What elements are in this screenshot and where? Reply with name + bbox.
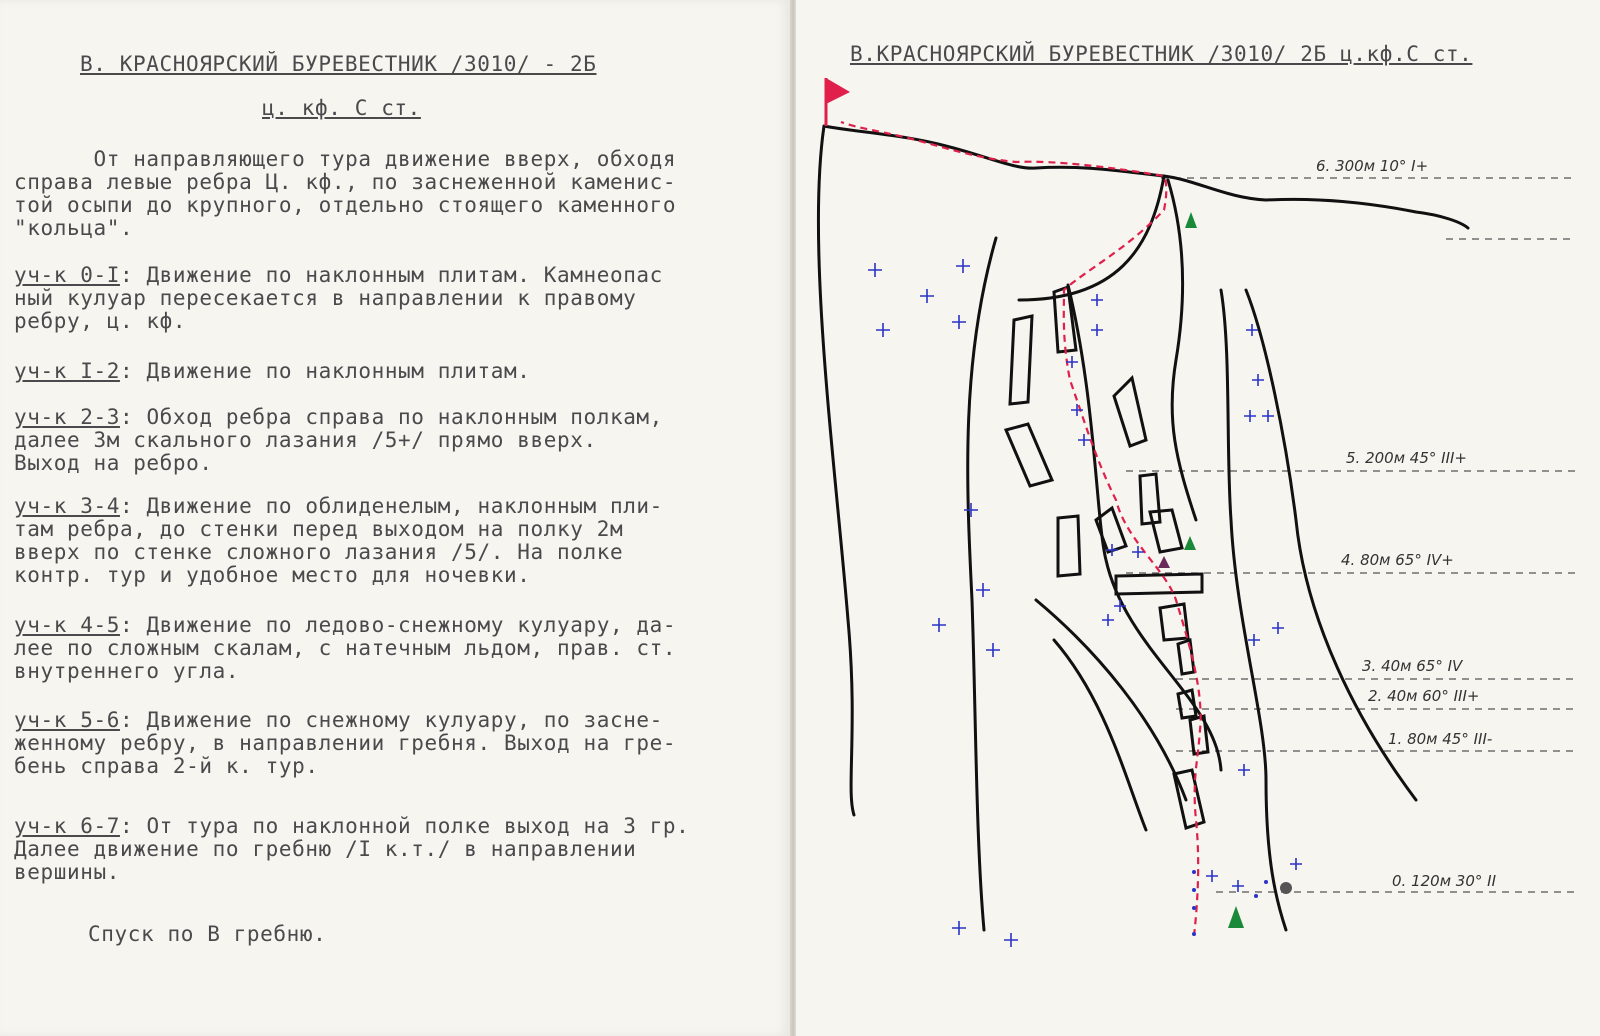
- summit-flag-icon: [826, 78, 850, 126]
- section-1-2: [14, 360, 531, 383]
- snow-marks: [868, 259, 1302, 947]
- pitch-label-4: 4. 80м 65° IV+: [1341, 551, 1454, 569]
- section-text: : Движение по наклонным плитам. Камнеопас ный кулуар пересекается в направлении к правому ребру, ц. кф.: [14, 263, 663, 333]
- description-page: [0, 0, 790, 1036]
- section-text: : Обход ребра справа по наклонным полкам, далее 3м скального лазания /5+/ прямо вверх. Выход на ребро.: [14, 405, 663, 475]
- page-title: В. КРАСНОЯРСКИЙ БУРЕВЕСТНИК /3010/ - 2Б: [80, 52, 597, 76]
- section-2-3: [14, 406, 663, 475]
- intro-paragraph: От направляющего тура движение вверх, обходя справа левые ребра Ц. кф., по заснеженной каменис- той осыпи до крупного, отдельно стоящего каменного "кольца".: [14, 147, 677, 240]
- route-line: [841, 122, 1201, 936]
- pitch-label-3: 3. 40м 65° IV: [1362, 657, 1463, 675]
- section-label: уч-к 6-7: [14, 814, 120, 838]
- section-label: уч-к 2-3: [14, 405, 120, 429]
- rock-outline: [818, 126, 1468, 930]
- section-0-1: [14, 264, 663, 333]
- section-label: уч-к I-2: [14, 359, 120, 383]
- pitch-label-5: 5. 200м 45° III+: [1346, 449, 1467, 467]
- start-cairn-icon: [1280, 882, 1292, 894]
- pitch-label-6: 6. 300м 10° I+: [1316, 157, 1429, 175]
- section-label: уч-к 0-I: [14, 263, 120, 287]
- section-text: : Движение по ледово-снежному кулуару, да- лее по сложным скалам, с натечным льдом, прав. ст. внутреннего угла.: [14, 613, 677, 683]
- pitch-label-2: 2. 40м 60° III+: [1368, 687, 1480, 705]
- section-label: уч-к 5-6: [14, 708, 120, 732]
- pitch-guides: [1126, 178, 1576, 892]
- rock-blocks: [1006, 287, 1208, 828]
- pitch-label-0: 0. 120м 30° II: [1392, 872, 1496, 890]
- section-label: уч-к 4-5: [14, 613, 120, 637]
- section-3-4: [14, 495, 663, 587]
- section-5-6: [14, 709, 676, 778]
- page-subtitle: ц. кф. С ст.: [262, 96, 421, 120]
- section-4-5: [14, 614, 676, 683]
- section-text: : Движение по облиденелым, наклонным пли- там ребра, до стенки перед выходом на полку 2м вверх по стенке сложного лазания /5/. На полке контр. тур и удобное место для ночевки.: [14, 494, 663, 587]
- section-text: : Движение по снежному кулуару, по засне- женному ребру, в направлении гребня. Выход на гре- бень справа 2-й к. тур.: [14, 708, 677, 778]
- section-text: : Движение по наклонным плитам.: [119, 359, 531, 383]
- sketch-title: В.КРАСНОЯРСКИЙ БУРЕВЕСТНИК /3010/ 2Б ц.кф.С ст.: [850, 42, 1473, 66]
- section-6-7: [14, 815, 689, 884]
- pitch-label-1: 1. 80м 45° III-: [1388, 730, 1493, 748]
- descent-note: Спуск по В гребню.: [88, 922, 327, 946]
- bivouac-cairn-icon: [1158, 556, 1170, 568]
- route-sketch: [796, 0, 1600, 1036]
- section-label: уч-к 3-4: [14, 494, 120, 518]
- section-text: : От тура по наклонной полке выход на 3 гр. Далее движение по гребню /I к.т./ в направлении вершины.: [14, 814, 690, 884]
